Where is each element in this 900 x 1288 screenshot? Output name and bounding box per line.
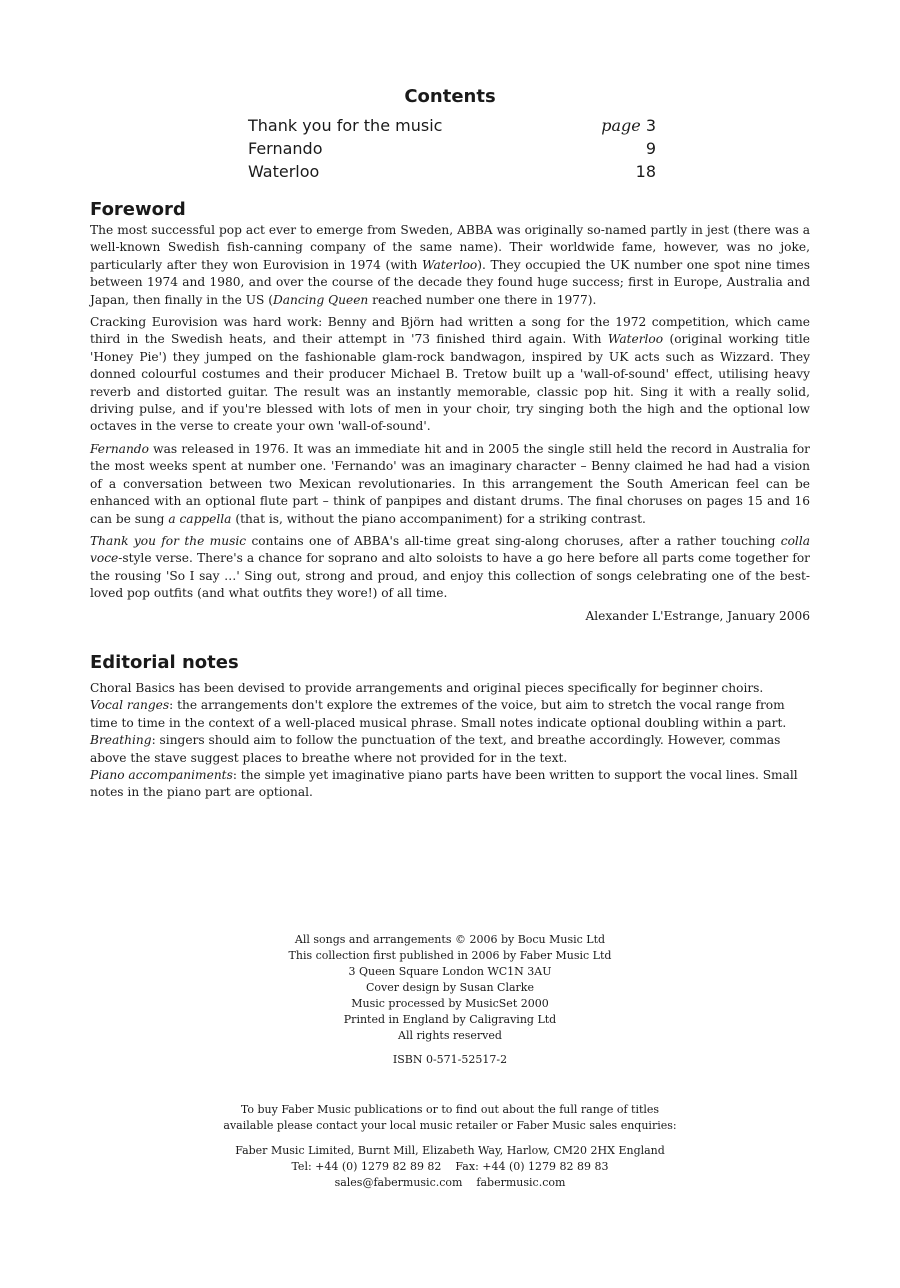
song-title: Dancing Queen [273,292,369,307]
foreword-signature: Alexander L'Estrange, January 2006 [585,608,810,623]
toc-entry-title: Fernando [248,139,323,158]
note-label: Vocal ranges [90,698,170,713]
table-of-contents [248,114,656,183]
contents-heading: Contents [404,86,496,107]
foreword-paragraph [90,222,810,309]
credit-line: All songs and arrangements © 2006 by Bocu Music Ltd [294,933,606,946]
text-run: contains one of ABBA's all-time great sing-along choruses, after a rather touching [246,533,781,548]
italic-term: colla voce [90,533,810,566]
contact-phones: Tel: +44 (0) 1279 82 89 82 Fax: +44 (0) 1279 82 89 83 [291,1160,609,1173]
toc-entry[interactable] [248,160,656,183]
italic-term: a cappella [168,511,232,526]
toc-entry-title: Waterloo [248,162,320,181]
note-text: : singers should aim to follow the punctuation of the text, and breathe accordingly. However, commas above the stave suggest places to breathe where not provided for in the text. [90,733,781,765]
note-label: Piano accompaniments [90,768,233,783]
note-text: : the simple yet imaginative piano parts have been written to support the vocal lines. Small notes in the piano part are optional. [90,768,798,800]
editorial-note-vocal [90,697,810,732]
text-run: (that is, without the piano accompaniment) for a striking contrast. [231,511,646,526]
toc-page-number: 9 [645,139,656,158]
toc-page-word: page [601,116,641,135]
isbn: ISBN 0-571-52517-2 [392,1053,508,1066]
purchase-info [0,1102,900,1134]
foreword-heading: Foreword [90,199,186,220]
contact-address: Faber Music Limited, Burnt Mill, Elizabeth Way, Harlow, CM20 2HX England [235,1144,665,1157]
text-run: reached number one there in 1977). [368,292,597,307]
toc-page-number: 18 [635,162,656,181]
purchase-line: available please contact your local music retailer or Faber Music sales enquiries: [223,1119,677,1132]
text-run: (original working title 'Honey Pie') they jumped on the fashionable glam-rock bandwagon, inspired by UK acts such as Wizzard. They donned colourful costumes and their producer Michael B. Tretow built up a 'wall-of-sound' effect, utilising heavy reverb and distorted guitar. The result was an instantly memorable, classic pop hit. Sing it with a really solid, driving pulse, and if you're blessed with lots of men in your choir, try singing both the high and the optional low octaves in the verse to create your own 'wall-of-sound'. [90,332,811,434]
song-title: Waterloo [607,332,664,347]
editorial-body [90,680,810,802]
text-run: The most successful pop act ever to emerge from Sweden, ABBA was originally so-named partly in jest (there was a well-known Swedish fish-canning company of the same name). Their worldwide fame, however, was no joke, particularly after they won Eurovision in 1974 (with [90,223,810,272]
foreword-paragraph [90,533,810,603]
toc-entry-title: Thank you for the music [248,116,443,135]
song-title: Fernando [90,441,149,456]
text-run: ). They occupied the UK number one spot nine times between 1974 and 1980, and over the course of the decade they found huge success; first in Europe, Australia and Japan, then finally in the US ( [90,257,811,307]
note-text: : the arrangements don't explore the extremes of the voice, but aim to stretch the vocal range from time to time in the context of a well-placed musical phrase. Small notes indicate optional doubling within a part. [90,698,787,730]
credit-line: This collection first published in 2006 by Faber Music Ltd [288,949,612,962]
credit-line: Cover design by Susan Clarke [366,981,534,994]
purchase-line: To buy Faber Music publications or to find out about the full range of titles [240,1103,660,1116]
toc-entry[interactable] [248,137,656,160]
credit-line: 3 Queen Square London WC1N 3AU [348,965,552,978]
contact-web[interactable]: sales@fabermusic.com fabermusic.com [334,1176,566,1189]
text-run: was released in 1976. It was an immediate hit and in 2005 the single still held the record in Australia for the most weeks spent at number one. 'Fernando' was an imaginary character – Benny claimed he had had a vision of a conversation between two Mexican revolutionaries. In this arrangement the South American feel can be enhanced with an optional flute part – think of panpipes and distant drums. The final choruses on pages 15 and 16 can be sung [90,441,810,526]
foreword-paragraph [90,441,810,528]
text-run: -style verse. There's a chance for soprano and alto soloists to have a go here before all parts come together for the rousing 'So I say …' Sing out, strong and proud, and enjoy this collection of songs celebrating one of the best-loved pop outfits (and what outfits they wore!) of all time. [90,551,810,601]
note-label: Breathing [90,733,152,748]
credit-line: All rights reserved [398,1029,502,1042]
credit-line: Music processed by MusicSet 2000 [351,997,549,1010]
text-run: Cracking Eurovision was hard work: Benny and Björn had written a song for the 1972 competition, which came third in the Swedish heats, and their attempt in '73 finished third again. With [90,315,810,347]
credit-line: Printed in England by Caligraving Ltd [343,1013,557,1026]
editorial-heading: Editorial notes [90,652,239,673]
editorial-note-breathing [90,732,810,767]
editorial-note-piano [90,767,810,802]
toc-entry-page [601,114,656,137]
song-title: Waterloo [422,257,478,272]
credits-block [0,932,900,1044]
foreword-paragraph [90,314,810,436]
contact-info [0,1143,900,1191]
song-title: Thank you for the music [90,533,247,548]
foreword-body [90,222,810,625]
toc-page-number: 3 [645,116,656,135]
editorial-intro: Choral Basics has been devised to provide arrangements and original pieces specifically for beginner choirs. [90,681,764,695]
toc-entry[interactable] [248,114,656,137]
